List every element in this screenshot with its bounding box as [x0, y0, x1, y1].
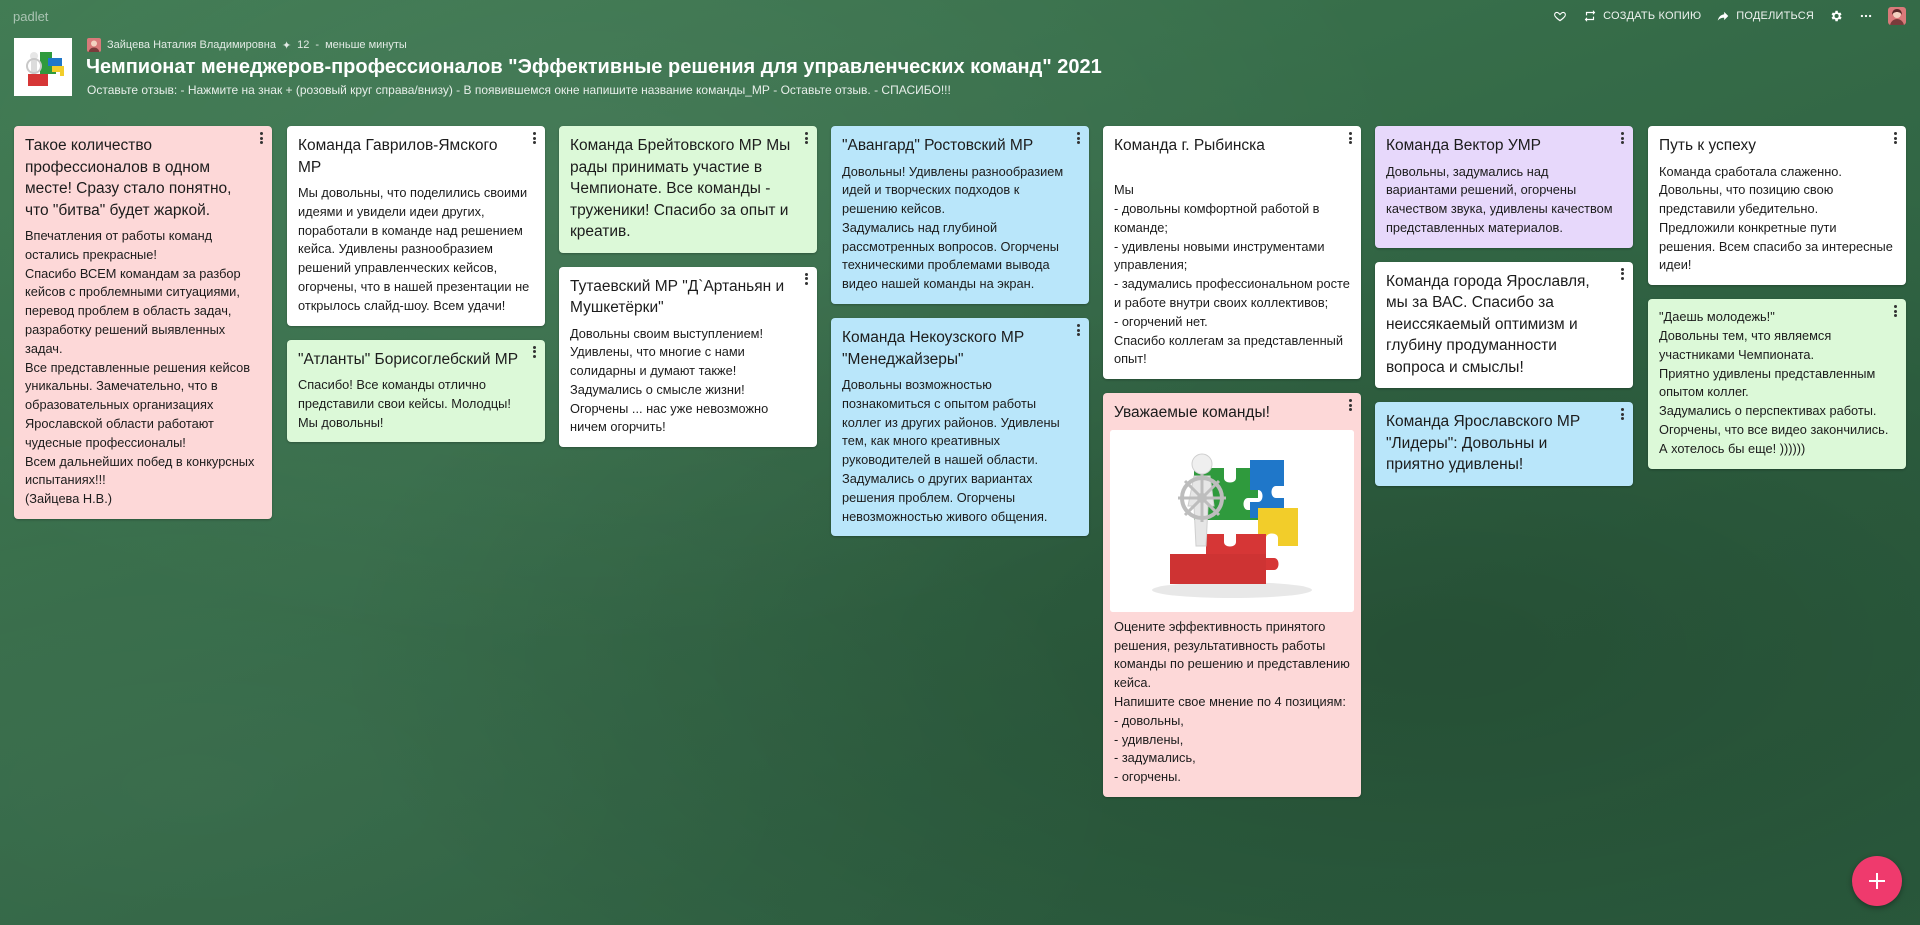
column-2 — [287, 126, 545, 456]
share-label: ПОДЕЛИТЬСЯ — [1736, 10, 1814, 22]
more-horizontal-icon[interactable] — [1858, 8, 1874, 24]
gear-icon[interactable] — [1828, 8, 1844, 24]
share-button[interactable] — [1715, 8, 1814, 24]
post-menu-icon[interactable] — [801, 272, 811, 286]
author-name[interactable]: Зайцева Наталия Владимировна — [107, 39, 276, 51]
post-body: Довольны возможностью познакомиться с опытом работы коллег из других районов. Удивлены тем, как много креативных руководителей в нашей области. Задумались о других вариантах решения проблем. Огорчены невозможностью живого общения. — [842, 377, 1060, 524]
puzzle-illustration[interactable] — [1110, 430, 1354, 612]
post-title: Путь к успеху — [1659, 137, 1756, 154]
padlet-header — [14, 38, 1894, 98]
post-menu-icon[interactable] — [1890, 304, 1900, 318]
edit-time: меньше минуты — [325, 39, 407, 51]
post-title: "Авангард" Ростовский МР — [842, 137, 1034, 154]
post-title: Команда Некоузского МР "Менеджайзеры" — [842, 329, 1025, 368]
post-title: Команда города Ярославля, мы за ВАС. Спасибо за неиссякаемый оптимизм и глубину продуманности вопроса и смыслы! — [1386, 272, 1590, 376]
post-body: Оцените эффективность принятого решения, результативность работы команды по решению и представлению кейса. Напишите свое мнение по 4 позициям: - довольны, - удивлены, - задумались, - огорчены. — [1114, 618, 1350, 785]
post-menu-icon[interactable] — [1617, 407, 1627, 421]
top-bar — [0, 0, 1920, 34]
sparkle-separator: ✦ — [281, 39, 292, 52]
post-title: Команда Ярославского МР "Лидеры": Довольны и приятно удивлены! — [1386, 413, 1581, 474]
meta-dash: - — [315, 39, 320, 51]
add-post-button[interactable] — [1852, 856, 1902, 906]
column-1 — [14, 126, 272, 533]
post-card[interactable] — [1375, 262, 1633, 389]
post-card[interactable] — [831, 318, 1089, 536]
post-menu-icon[interactable] — [1617, 131, 1627, 145]
post-title: Уважаемые команды! — [1114, 404, 1270, 422]
post-body: Довольны, задумались над вариантами решений, огорчены качеством звука, удивлены качеством представленных материалов. — [1386, 163, 1613, 235]
remake-label: СОЗДАТЬ КОПИЮ — [1603, 10, 1702, 22]
post-card[interactable] — [1103, 126, 1361, 379]
heart-icon[interactable] — [1552, 8, 1568, 24]
brand-logo-text[interactable]: padlet — [13, 9, 49, 24]
post-card[interactable] — [1375, 402, 1633, 486]
post-menu-icon[interactable] — [529, 345, 539, 359]
padlet-wallpaper-thumbnail — [14, 38, 72, 96]
post-body: Мы - довольны комфортной работой в команде; - удивлены новыми инструментами управления; - задумались профессиональном росте и работе внутри своих коллективов; - огорчений нет. Спасибо коллегам за представленный опыт! — [1114, 182, 1350, 367]
column-6 — [1375, 126, 1633, 500]
page-subtitle: Оставьте отзыв: - Нажмите на знак + (розовый круг справа/внизу) - В появившемся окне напишите название команды_МР - Оставьте отзыв. - СПАСИБО!!! — [87, 83, 951, 97]
column-4 — [831, 126, 1089, 550]
post-title: Команда Брейтовского МР Мы рады принимать участие в Чемпионате. Все команды - труженики! Спасибо за опыт и креатив. — [570, 137, 791, 240]
post-card[interactable] — [287, 126, 545, 326]
author-avatar — [87, 38, 101, 52]
post-card[interactable] — [1648, 126, 1906, 285]
post-title: Команда Вектор УМР — [1386, 137, 1541, 154]
plus-icon — [1868, 872, 1886, 890]
post-title: Команда г. Рыбинска — [1114, 137, 1265, 154]
copy-icon — [1582, 8, 1598, 24]
post-menu-icon[interactable] — [1890, 131, 1900, 145]
post-card[interactable] — [14, 126, 272, 519]
post-menu-icon[interactable] — [1617, 267, 1627, 281]
post-menu-icon[interactable] — [1073, 131, 1083, 145]
post-title: "Атланты" Борисоглебский МР — [298, 350, 519, 368]
post-title: Команда Гаврилов-Ямского МР — [298, 137, 498, 176]
post-body: Впечатления от работы команд остались прекрасные! Спасибо ВСЕМ командам за разбор кейсов с проблемными ситуациями, перевод проблем в область задач, разработку решений выявленных задач. Все представленные решения кейсов уникальны. Замечательно, что в образовательных организациях Ярославской области работают чудесные профессионалы! Всем дальнейших побед в конкурсных испытаниях!!! (Зайцева Н.В.) — [25, 228, 255, 507]
post-menu-icon[interactable] — [801, 131, 811, 145]
post-card[interactable] — [1375, 126, 1633, 248]
post-body: Довольны своим выступлением! Удивлены, что многие с нами солидарны и думают также! Задумались о смысле жизни! Огорчены ... нас уже невозможно ничем огорчить! — [570, 325, 769, 435]
post-body: Команда сработала слаженно. Довольны, что позицию свою представили убедительно. Предложили конкретные пути решения. Всем спасибо за интересные идеи! — [1659, 163, 1893, 273]
post-body: Спасибо! Все команды отлично представили свои кейсы. Молодцы! Мы довольны! — [298, 377, 511, 430]
column-3 — [559, 126, 817, 461]
share-arrow-icon — [1715, 8, 1731, 24]
post-body: Мы довольны, что поделились своими идеями и увидели идеи других, поработали в команде над решением кейса. Удивлены разнообразием решений управленческих кейсов, огорчены, что в нашей презентации не открылось слайд-шоу. Всем удачи! — [298, 185, 530, 313]
top-actions — [1552, 7, 1906, 25]
page-title: Чемпионат менеджеров-профессионалов "Эффективные решения для управленческих команд" 2021 — [86, 56, 1102, 78]
post-menu-icon[interactable] — [529, 131, 539, 145]
column-7 — [1648, 126, 1906, 483]
post-card[interactable] — [1103, 393, 1361, 797]
post-menu-icon[interactable] — [1345, 131, 1355, 145]
post-body: "Даешь молодежь!" Довольны тем, что являемся участниками Чемпионата. Приятно удивлены представленным опытом коллег. Задумались о перспективах работы. Огорчены, что все видео закончились. А хотелось бы еще! )))))) — [1659, 309, 1889, 456]
post-menu-icon[interactable] — [1345, 398, 1355, 412]
post-card[interactable] — [559, 126, 817, 253]
post-card[interactable] — [559, 267, 817, 448]
post-menu-icon[interactable] — [256, 131, 266, 145]
author-meta — [87, 38, 407, 52]
post-body: Довольны! Удивлены разнообразием идей и творческих подходов к решению кейсов. Задумались над глубиной рассмотренных вопросов. Огорчены техническими проблемами вывода видео нашей команды на экран. — [842, 163, 1064, 292]
post-title: Тутаевский МР "Д`Артаньян и Мушкетёрки" — [570, 277, 785, 316]
remake-button[interactable] — [1582, 8, 1701, 24]
likes-count: 12 — [297, 39, 310, 51]
column-5 — [1103, 126, 1361, 811]
post-card[interactable] — [1648, 299, 1906, 468]
board-columns — [14, 126, 1904, 886]
post-title: Такое количество профессионалов в одном месте! Сразу стало понятно, что "битва" будет жаркой. — [25, 137, 232, 219]
post-menu-icon[interactable] — [1073, 323, 1083, 337]
post-card[interactable] — [831, 126, 1089, 304]
user-avatar[interactable] — [1888, 7, 1906, 25]
post-card[interactable] — [287, 340, 545, 443]
